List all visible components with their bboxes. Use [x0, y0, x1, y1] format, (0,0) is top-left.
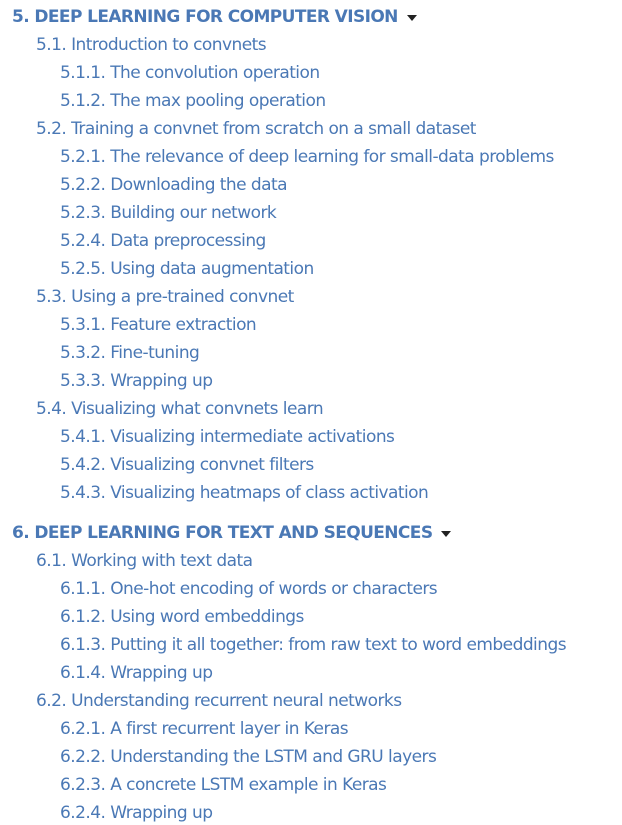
chapter-6-heading: [12, 521, 451, 545]
caret-down-icon[interactable]: [407, 15, 417, 21]
toc-subsection-link[interactable]: 6.2.2. Understanding the LSTM and GRU layers: [60, 747, 437, 767]
toc-subsection-link[interactable]: 5.2.3. Building our network: [60, 203, 277, 223]
toc-subsection-link[interactable]: 5.2.5. Using data augmentation: [60, 259, 314, 279]
toc-subsection-link[interactable]: 5.2.4. Data preprocessing: [60, 231, 266, 251]
caret-down-icon[interactable]: [441, 531, 451, 537]
toc-subsection-link[interactable]: 6.1.4. Wrapping up: [60, 663, 213, 683]
toc-section-link[interactable]: 5.1. Introduction to convnets: [36, 35, 267, 55]
toc-subsection-link[interactable]: 6.1.2. Using word embeddings: [60, 607, 304, 627]
toc-subsection-link[interactable]: 5.2.1. The relevance of deep learning for small-data problems: [60, 147, 554, 167]
toc-section-link[interactable]: 6.2. Understanding recurrent neural networks: [36, 691, 402, 711]
toc-subsection-link[interactable]: 6.2.4. Wrapping up: [60, 803, 213, 823]
toc-section-link[interactable]: 6.1. Working with text data: [36, 551, 253, 571]
toc-section-link[interactable]: 5.2. Training a convnet from scratch on a small dataset: [36, 119, 476, 139]
toc-subsection-link[interactable]: 6.1.1. One-hot encoding of words or characters: [60, 579, 438, 599]
toc-subsection-link[interactable]: 5.1.1. The convolution operation: [60, 63, 320, 83]
toc-section-link[interactable]: 5.3. Using a pre-trained convnet: [36, 287, 294, 307]
toc-subsection-link[interactable]: 5.3.1. Feature extraction: [60, 315, 257, 335]
chapter-title-link[interactable]: 5. DEEP LEARNING FOR COMPUTER VISION: [12, 7, 398, 27]
toc-subsection-link[interactable]: 5.4.1. Visualizing intermediate activations: [60, 427, 395, 447]
toc-subsection-link[interactable]: 5.3.3. Wrapping up: [60, 371, 213, 391]
chapter-title-link[interactable]: 6. DEEP LEARNING FOR TEXT AND SEQUENCES: [12, 523, 433, 543]
toc-subsection-link[interactable]: 6.2.1. A first recurrent layer in Keras: [60, 719, 349, 739]
toc-section-link[interactable]: 5.4. Visualizing what convnets learn: [36, 399, 324, 419]
toc-subsection-link[interactable]: 5.2.2. Downloading the data: [60, 175, 288, 195]
toc-subsection-link[interactable]: 5.4.3. Visualizing heatmaps of class activation: [60, 483, 429, 503]
chapter-5-heading: [12, 5, 417, 29]
toc-subsection-link[interactable]: 5.4.2. Visualizing convnet filters: [60, 455, 314, 475]
toc-subsection-link[interactable]: 6.2.3. A concrete LSTM example in Keras: [60, 775, 387, 795]
toc-subsection-link[interactable]: 6.1.3. Putting it all together: from raw text to word embeddings: [60, 635, 567, 655]
toc-subsection-link[interactable]: 5.1.2. The max pooling operation: [60, 91, 326, 111]
toc-subsection-link[interactable]: 5.3.2. Fine-tuning: [60, 343, 200, 363]
